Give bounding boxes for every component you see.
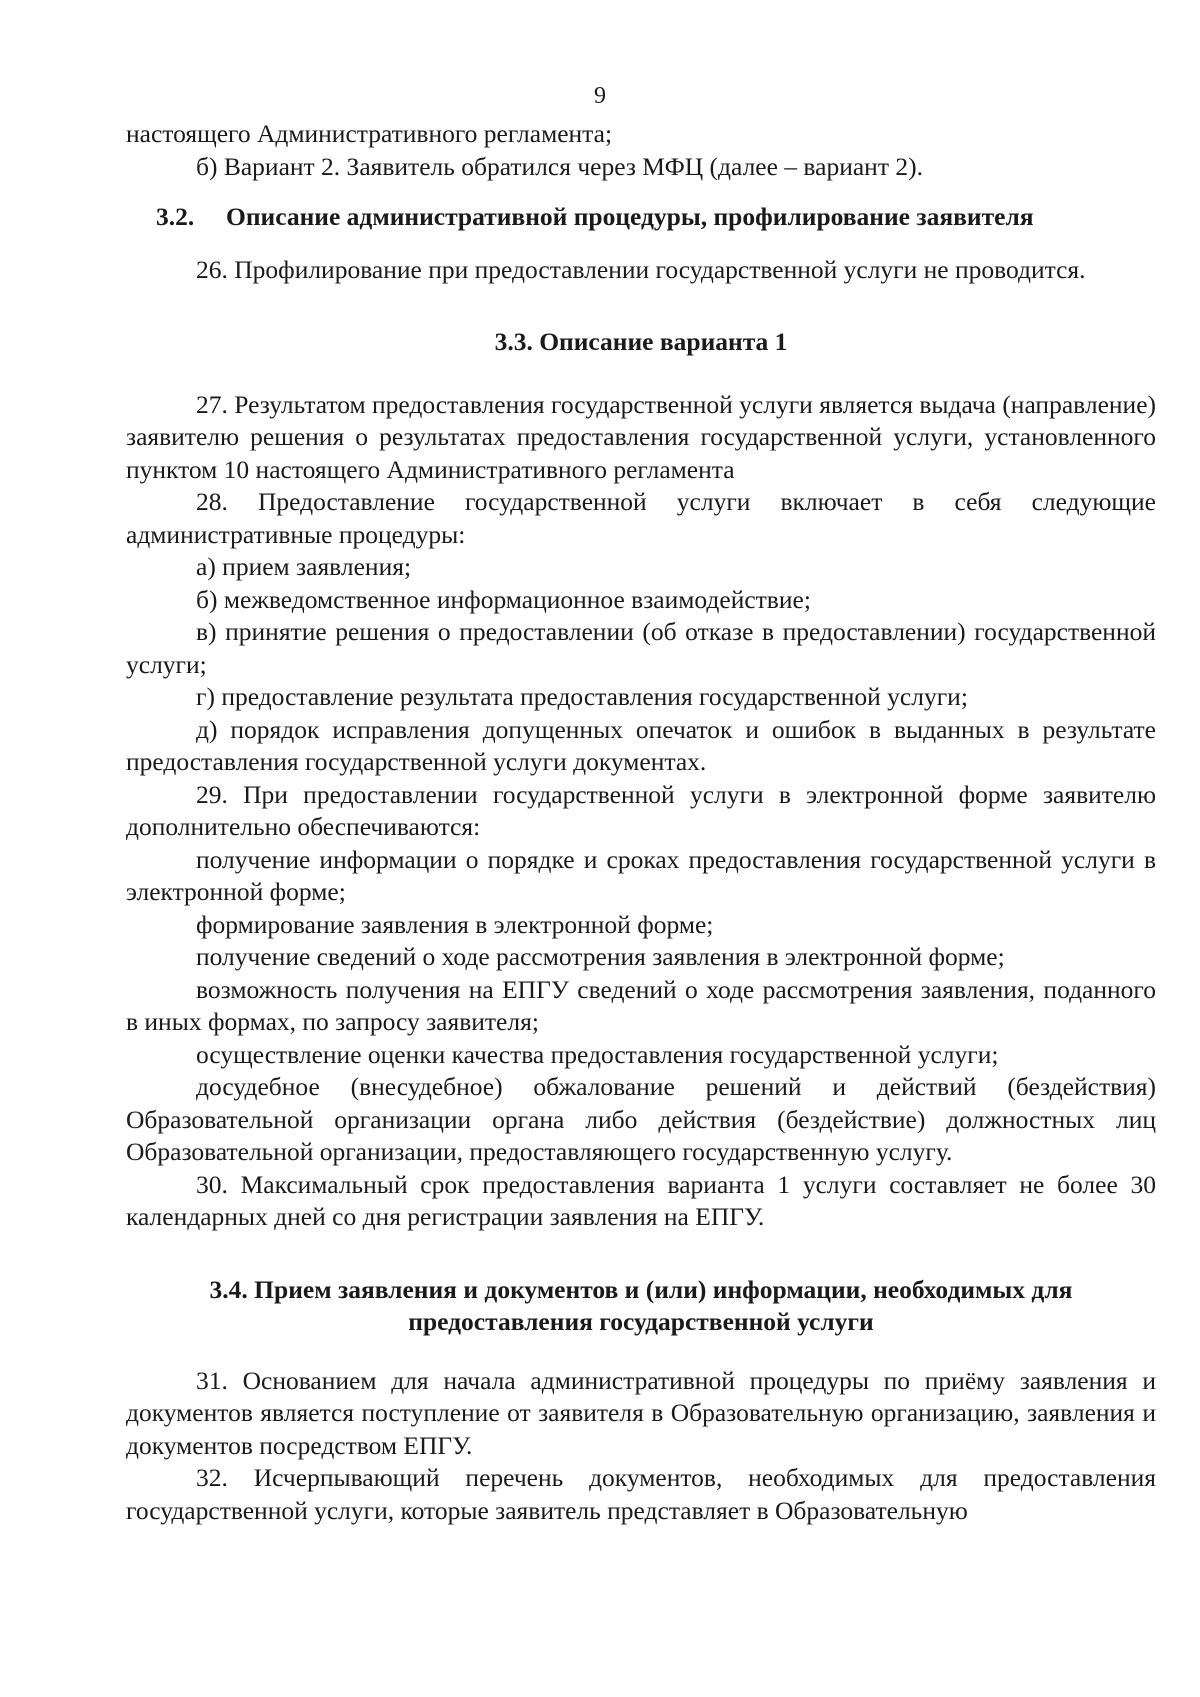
section-title-3-2: Описание административной процедуры, профилирование заявителя <box>226 202 1034 231</box>
list-item: формирование заявления в электронной форме; <box>196 909 714 939</box>
list-item: получение сведений о ходе рассмотрения заявления в электронной форме; <box>196 942 1005 971</box>
list-item: г) предоставление результата предоставления государственной услуги; <box>196 682 968 711</box>
list-item: б) межведомственное информационное взаимодействие; <box>196 584 811 614</box>
page-content <box>126 118 1156 1527</box>
paragraph-28: 28. Предоставление государственной услуги включает в себя следующие административные процедуры: <box>126 487 1156 549</box>
paragraph-27: 27. Результатом предоставления государственной услуги является выдача (направление) заявителю решения о результатах предоставления государственной услуги, установленного пунктом 10 настоящего Административного регламента <box>126 389 1156 484</box>
paragraph-26: 26. Профилирование при предоставлении государственной услуги не проводится. <box>196 254 1086 284</box>
intro-line-2: б) Вариант 2. Заявитель обратился через МФЦ (далее – вариант 2). <box>196 151 923 181</box>
section-heading-3-4 <box>126 1274 1156 1339</box>
section-heading-3-2 <box>126 201 1156 234</box>
page-number: 9 <box>594 83 606 109</box>
list-item: осуществление оценки качества предоставления государственной услуги; <box>196 1039 999 1069</box>
list-item: возможность получения на ЕПГУ сведений о ходе рассмотрения заявления, поданного в иных формах, по запросу заявителя; <box>126 974 1156 1036</box>
section-title-3-4-line-2: предоставления государственной услуги <box>408 1307 874 1336</box>
section-heading-3-3: 3.3. Описание варианта 1 <box>494 327 788 356</box>
list-item: досудебное (внесудебное) обжалование решений и действий (бездействия) Образовательной организации органа либо действия (бездействие) должностных лиц Образовательной организации, предоставляющего государственную услугу. <box>126 1072 1156 1166</box>
paragraph-30: 30. Максимальный срок предоставления варианта 1 услуги составляет не более 30 календарных дней со дня регистрации заявления на ЕПГУ. <box>126 1169 1156 1231</box>
paragraph-32: 32. Исчерпывающий перечень документов, необходимых для предоставления государственной услуги, которые заявитель представляет в Образовательную <box>126 1463 1156 1525</box>
list-item: а) прием заявления; <box>196 552 412 581</box>
intro-line-1: настоящего Административного регламента; <box>126 119 613 148</box>
section-title-3-4-line-1: 3.4. Прием заявления и документов и (или) информации, необходимых для <box>209 1274 1073 1304</box>
list-item: в) принятие решения о предоставлении (об отказе в предоставлении) государственной услуги; <box>126 617 1156 679</box>
paragraph-29: 29. При предоставлении государственной услуги в электронной форме заявителю дополнительно обеспечиваются: <box>126 779 1156 841</box>
list-item: получение информации о порядке и сроках предоставления государственной услуги в электронной форме; <box>126 844 1156 906</box>
paragraph-31: 31. Основанием для начала административной процедуры по приёму заявления и документов является поступление от заявителя в Образовательную организацию, заявления и документов посредством ЕПГУ. <box>126 1365 1156 1460</box>
section-number-3-2: 3.2. <box>156 202 195 231</box>
list-item: д) порядок исправления допущенных опечаток и ошибок в выданных в результате предоставления государственной услуги документах. <box>126 714 1156 776</box>
